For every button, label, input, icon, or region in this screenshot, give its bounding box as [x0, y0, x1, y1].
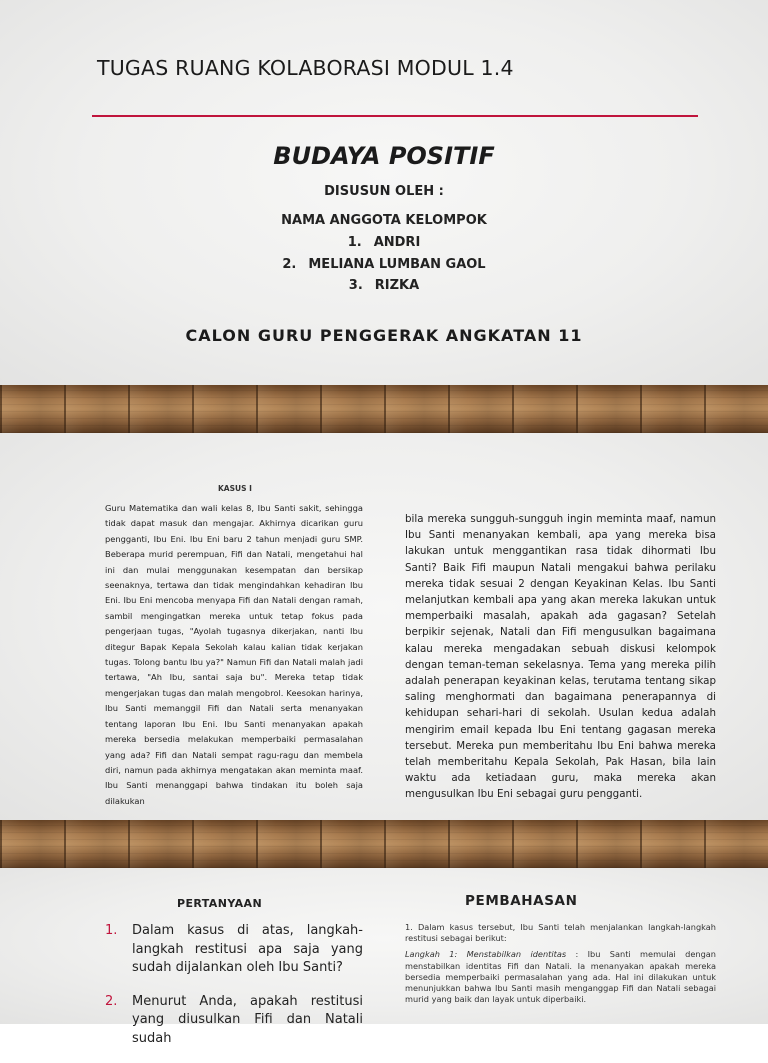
title-divider	[92, 115, 698, 117]
case-text-right: bila mereka sungguh-sungguh ingin meminta maaf, namun Ibu Santi menanyakan kembali, apa yang mereka bisa lakukan untuk menggantikan rasa tidak dihormati Ibu Santi? Baik Fifi maupun Natali mengakui bahwa perilaku mereka tidak sesuai 2 dengan Keyakinan Kelas. Ibu Santi melanjutkan kembali apa yang akan mereka lakukan untuk memperbaiki masalah, apakah ada gagasan? Setelah berpikir sejenak, Natali dan Fifi mengusulkan bagaimana kalau mereka mengadakan sebuah diskusi kelompok dengan teman-teman sekelasnya. Tema yang mereka pilih adalah penerapan keyakinan kelas, terutama tentang sikap saling menghormati dan bagaimana penerapannya di kehidupan sehari-hari di sekolah. Usulan kedua adalah mengirim email kepada Ibu Eni tentang gagasan mereka tersebut. Mereka pun memberitahu Ibu Eni bahwa mereka telah memberitahu Kepala Sekolah, Pak Hasan, bila lain waktu ada ketiadaan guru, maka mereka akan mengusulkan Ibu Eni sebagai guru pengganti.	[405, 513, 716, 801]
member-item: 1. ANDRI	[347, 235, 421, 250]
member-item: 2. MELIANA LUMBAN GAOL	[282, 256, 486, 272]
wood-floor-divider	[0, 385, 768, 433]
title-slide	[0, 0, 768, 385]
question-item: 1. Dalam kasus di atas, langkah-langkah restitusi apa saja yang sudah dijalankan oleh Ibu Santi?	[105, 923, 363, 975]
member-list	[0, 232, 768, 297]
questions-list	[105, 922, 363, 1063]
discussion-step: Langkah 1: Menstabilkan identitas : Ibu Santi memulai dengan menstabilkan identitas Fifi dan Natali. Ia menanyakan apakah mereka bersedia memperbaiki permasalahan yang ada. Hal ini dilakukan untuk menunjukkan bahwa Ibu Santi masih menganggap Fifi dan Natali sebagai murid yang baik dan layak untuk diperbaiki.	[405, 949, 716, 1005]
case-text-left: Guru Matematika dan wali kelas 8, Ibu Santi sakit, sehingga tidak dapat masuk dan mengajar. Akhirnya dicarikan guru pengganti, Ibu Eni. Ibu Eni baru 2 tahun menjadi guru SMP. Beberapa murid perempuan, Fifi dan Natali, mengetahui hal ini dan mulai menggunakan kesempatan dan bersikap seenaknya, tertawa dan tidak mengindahkan kehadiran Ibu Eni. Ibu Eni mencoba menyapa Fifi dan Natali dengan ramah, sambil mengingatkan mereka untuk tetap fokus pada pengerjaan tugas, "Ayolah tugasnya dikerjakan, nanti Ibu ditegur Bapak Kepala Sekolah kalau kalian tidak kerjakan tugas. Tolong bantu Ibu ya?" Namun Fifi dan Natali malah jadi tertawa, "Ah Ibu, santai saja bu". Mereka tetap tidak mengerjakan tugas dan malah mengobrol. Keesokan harinya, Ibu Santi memanggil Fifi dan Natali serta menanyakan tentang laporan Ibu Eni. Ibu Santi menanyakan apakah mereka bersedia melakukan memperbaiki permasalahan yang ada? Fifi dan Natali sempat ragu-ragu dan membela diri, namun pada akhirnya mengatakan akan meminta maaf. Ibu Santi menanggapi bahwa tindakan itu boleh saja dilakukan	[105, 503, 363, 806]
slide-title: TUGAS RUANG KOLABORASI MODUL 1.4	[97, 56, 514, 80]
group-members-label: NAMA ANGGOTA KELOMPOK	[281, 213, 487, 228]
discussion-intro: 1. Dalam kasus tersebut, Ibu Santi telah menjalankan langkah-langkah restitusi sebagai berikut:	[405, 922, 716, 944]
cohort-label: CALON GURU PENGGERAK ANGKATAN 11	[185, 326, 583, 345]
discussion-text	[405, 922, 716, 1010]
slide-subtitle: BUDAYA POSITIF	[273, 142, 495, 170]
discussion-heading: PEMBAHASAN	[465, 893, 578, 909]
compiled-by-label: DISUSUN OLEH :	[324, 184, 444, 199]
case-title: KASUS I	[218, 484, 252, 493]
question-item: 2. Menurut Anda, apakah restitusi yang diusulkan Fifi dan Natali sudah	[105, 993, 363, 1046]
member-item: 3. RIZKA	[348, 278, 420, 293]
questions-heading: PERTANYAAN	[177, 897, 263, 910]
wood-floor-divider	[0, 820, 768, 868]
